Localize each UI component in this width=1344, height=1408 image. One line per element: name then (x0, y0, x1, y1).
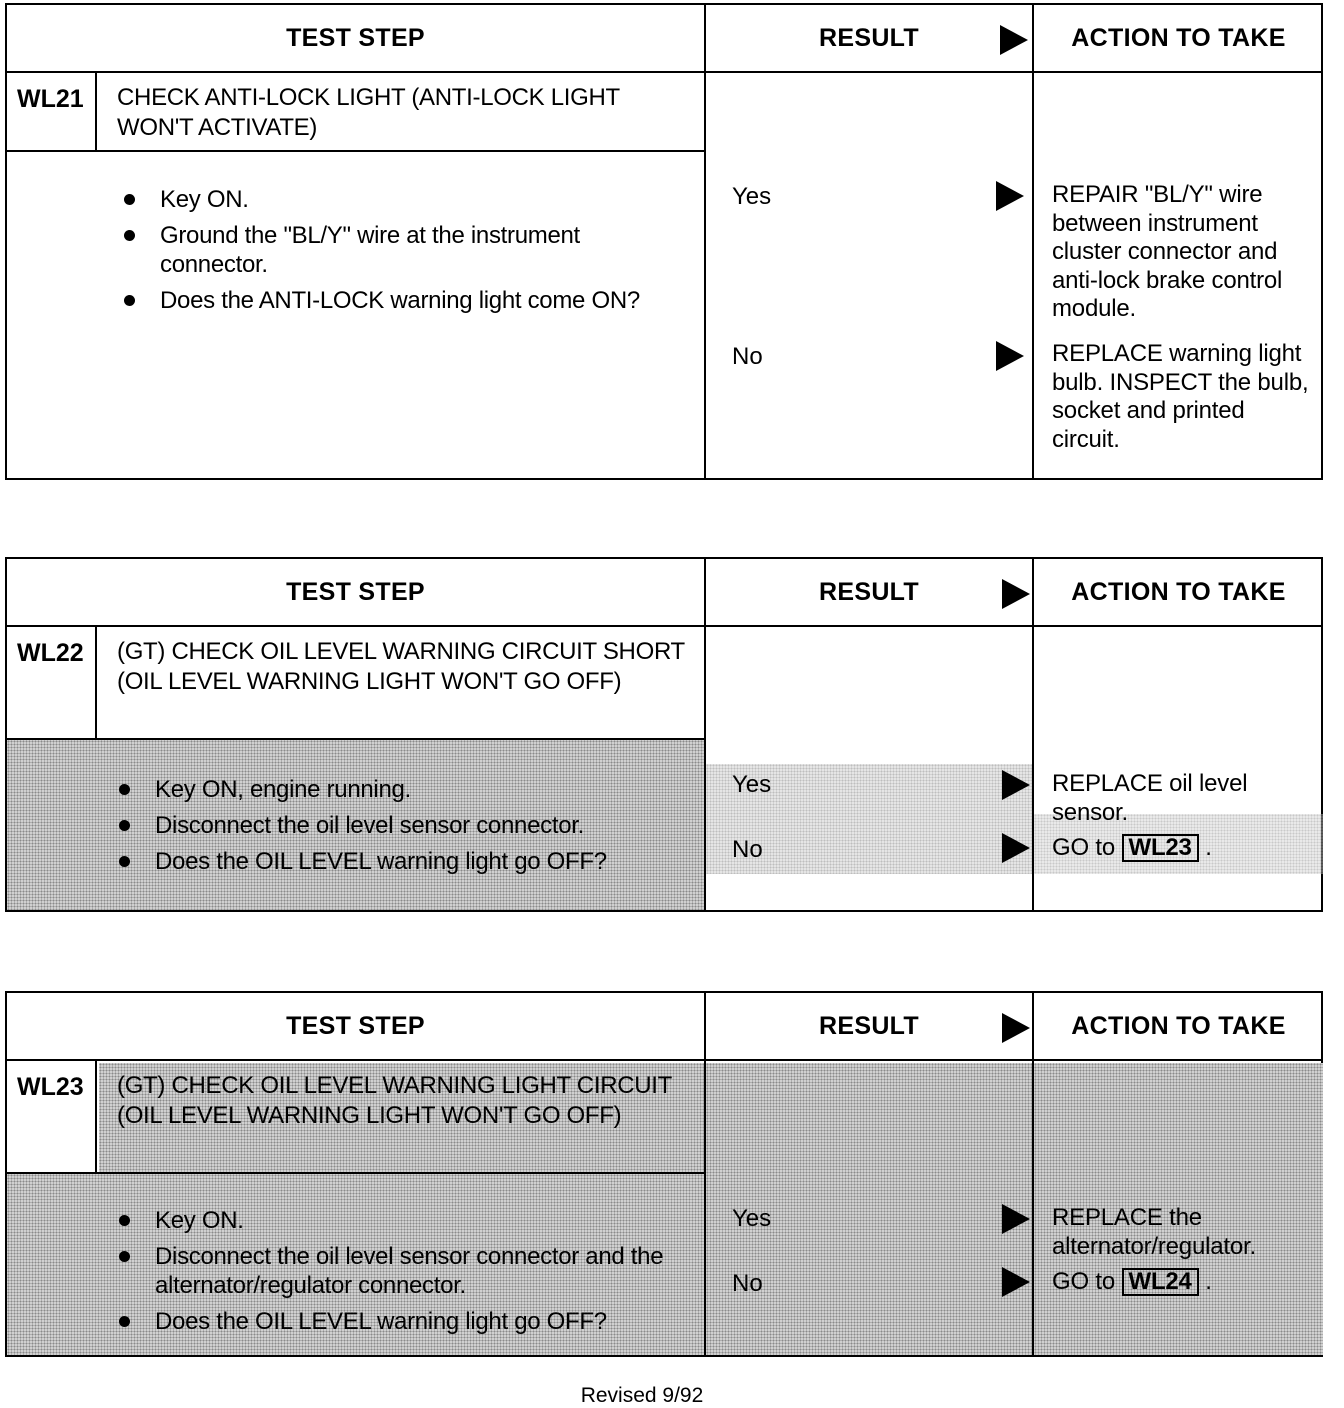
action-yes: REPAIR "BL/Y" wire between instrument cluster connector and anti-lock brake control module. (1052, 181, 1283, 322)
bullet-icon (119, 820, 130, 831)
table-header (7, 559, 1321, 627)
list-item: Does the ANTI-LOCK warning light come ON? (122, 286, 684, 315)
list-item: Disconnect the oil level sensor connector and the alternator/regulator connector. (117, 1242, 684, 1300)
action-no: REPLACE warning light bulb. INSPECT the bulb, socket and printed circuit. (1052, 340, 1309, 453)
header-action: ACTION TO TAKE (1071, 23, 1286, 52)
table-header (7, 5, 1321, 73)
divider (1032, 559, 1034, 910)
divider (704, 5, 706, 478)
goto-label: GO to (1052, 1268, 1116, 1295)
goto-suffix: . (1205, 834, 1212, 861)
result-arrow-icon (1002, 1267, 1030, 1297)
action-no (1052, 834, 1317, 863)
bullet-icon (119, 1316, 130, 1327)
header-action: ACTION TO TAKE (1071, 577, 1286, 606)
action-yes: REPLACE the alternator/regulator. (1052, 1204, 1256, 1260)
divider (704, 559, 706, 910)
action-no (1052, 1268, 1317, 1297)
divider (1032, 5, 1034, 478)
step-id: WL23 (7, 1061, 97, 1174)
header-result: RESULT (819, 577, 919, 606)
result-yes: Yes (732, 183, 772, 210)
test-table-wl22 (5, 557, 1323, 912)
step-list (7, 185, 704, 322)
test-table-wl23 (5, 991, 1323, 1357)
result-no: No (732, 343, 763, 370)
goto-wl24-link[interactable]: WL24 (1122, 1268, 1199, 1296)
result-arrow-icon (996, 181, 1024, 211)
step-title: (GT) CHECK OIL LEVEL WARNING LIGHT CIRCUIT (OIL LEVEL WARNING LIGHT WON'T GO OFF) (97, 1061, 704, 1174)
step-list (7, 1206, 704, 1343)
list-item: Does the OIL LEVEL warning light go OFF? (117, 847, 684, 876)
action-yes: REPLACE oil level sensor. (1052, 770, 1248, 826)
header-action: ACTION TO TAKE (1071, 1011, 1286, 1040)
result-no: No (732, 1270, 763, 1297)
header-test-step: TEST STEP (286, 23, 425, 52)
step-id: WL22 (7, 627, 97, 740)
header-arrow-icon (1000, 25, 1028, 55)
header-test-step: TEST STEP (286, 577, 425, 606)
result-yes: Yes (732, 771, 772, 798)
bullet-icon (124, 295, 135, 306)
divider (1032, 993, 1034, 1355)
table-header (7, 993, 1321, 1061)
result-arrow-icon (1002, 770, 1030, 800)
header-result: RESULT (819, 23, 919, 52)
goto-wl23-link[interactable]: WL23 (1122, 834, 1199, 862)
header-arrow-icon (1002, 1013, 1030, 1043)
result-arrow-icon (1002, 833, 1030, 863)
result-yes: Yes (732, 1205, 772, 1232)
bullet-icon (124, 194, 135, 205)
bullet-icon (119, 1215, 130, 1226)
step-id: WL21 (7, 73, 97, 152)
revision-footer: Revised 9/92 (580, 1384, 704, 1407)
list-item: Does the OIL LEVEL warning light go OFF? (117, 1307, 684, 1336)
bullet-icon (119, 784, 130, 795)
list-item: Key ON, engine running. (117, 775, 684, 804)
step-title: CHECK ANTI-LOCK LIGHT (ANTI-LOCK LIGHT WON'T ACTIVATE) (97, 73, 704, 152)
step-list (7, 775, 704, 883)
goto-label: GO to (1052, 834, 1116, 861)
header-result: RESULT (819, 1011, 919, 1040)
result-arrow-icon (996, 341, 1024, 371)
list-item: Disconnect the oil level sensor connector. (117, 811, 684, 840)
bullet-icon (119, 856, 130, 867)
result-no: No (732, 836, 763, 863)
list-item: Ground the "BL/Y" wire at the instrument connector. (122, 221, 684, 279)
header-test-step: TEST STEP (286, 1011, 425, 1040)
test-table-wl21 (5, 3, 1323, 480)
list-item: Key ON. (122, 185, 684, 214)
header-arrow-icon (1002, 579, 1030, 609)
bullet-icon (119, 1251, 130, 1262)
list-item: Key ON. (117, 1206, 684, 1235)
bullet-icon (124, 230, 135, 241)
result-arrow-icon (1002, 1204, 1030, 1234)
step-title: (GT) CHECK OIL LEVEL WARNING CIRCUIT SHORT (OIL LEVEL WARNING LIGHT WON'T GO OFF) (97, 627, 704, 740)
divider (704, 993, 706, 1355)
goto-suffix: . (1205, 1268, 1212, 1295)
